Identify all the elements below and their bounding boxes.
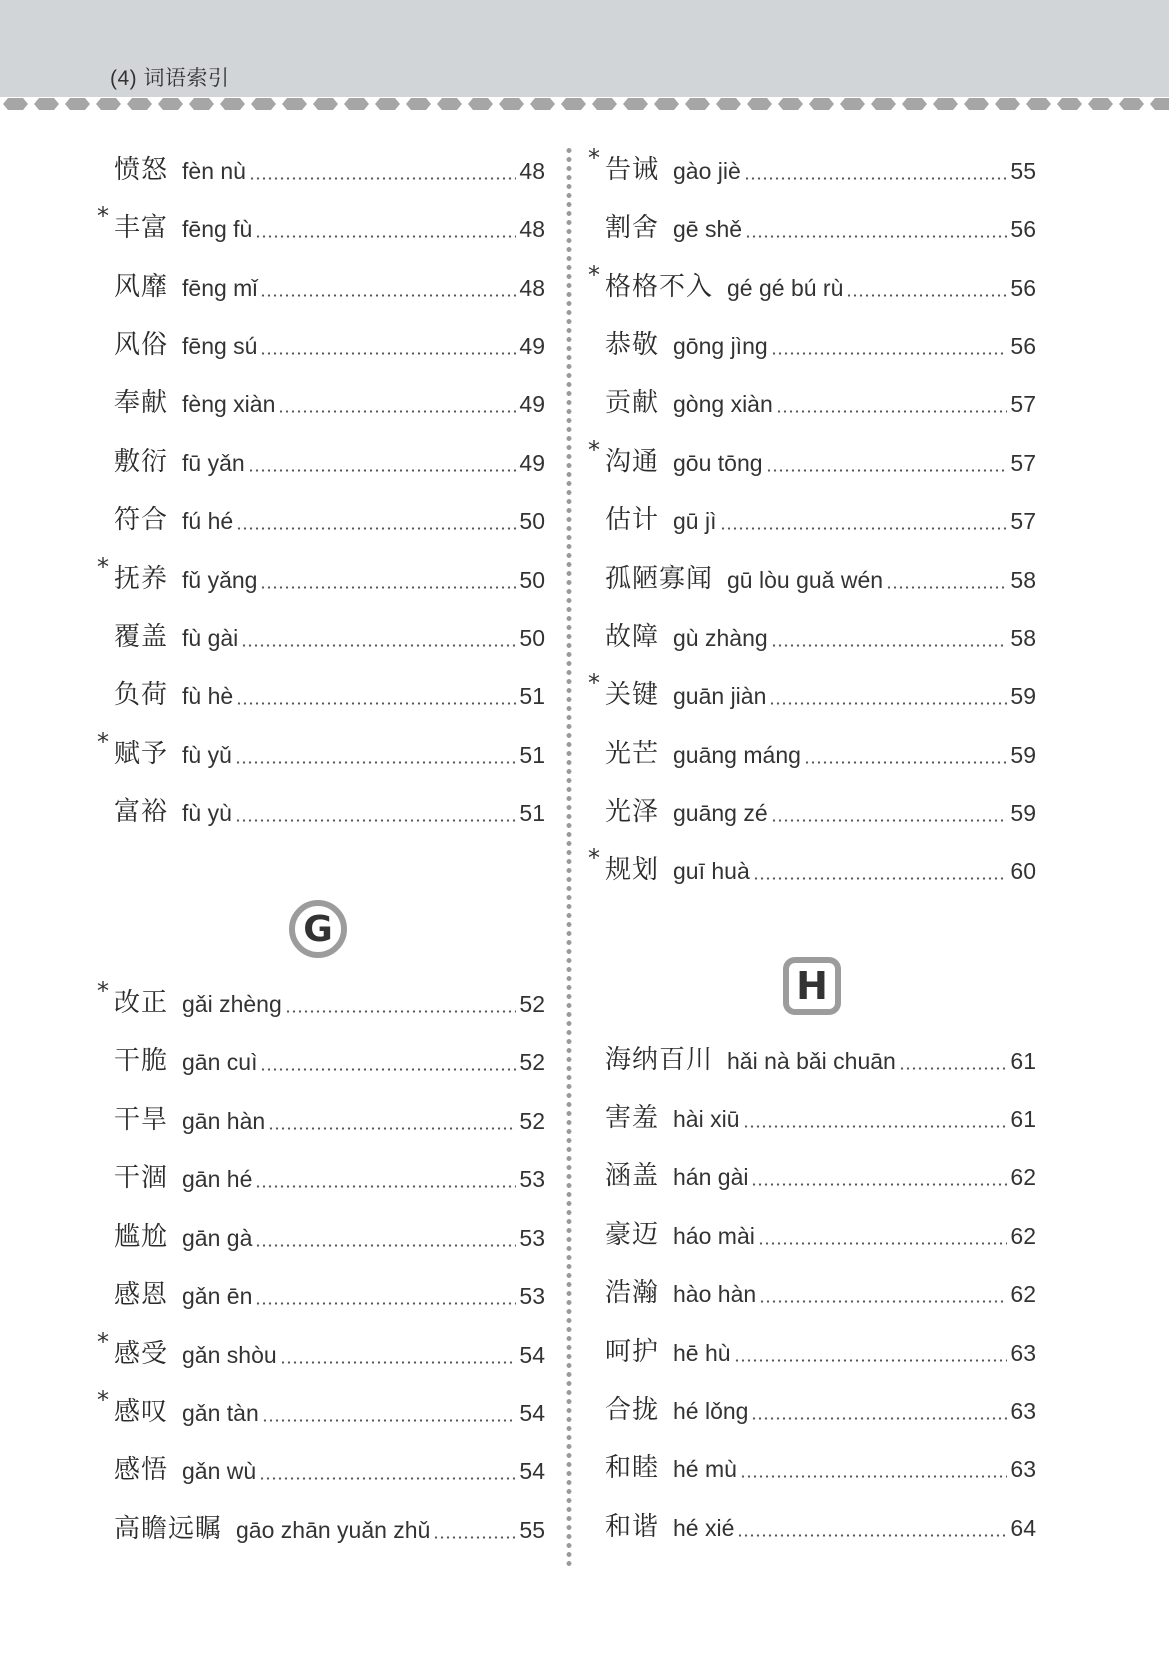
entry-pinyin: gù zhàng — [673, 625, 768, 651]
entry-pinyin: hán gài — [673, 1164, 749, 1190]
dot-leader — [759, 1300, 1007, 1303]
header-band — [0, 0, 1169, 97]
index-entry[interactable] — [588, 261, 1036, 305]
entry-word: 风靡 — [114, 272, 169, 302]
entry-word: 光芒 — [605, 739, 660, 769]
index-entry[interactable] — [588, 1446, 1036, 1486]
entry-page: 53 — [519, 1166, 545, 1192]
dot-leader — [268, 1127, 516, 1130]
entry-page: 62 — [1010, 1223, 1036, 1249]
entry-pinyin: fēng sú — [182, 333, 258, 359]
entry-page: 52 — [519, 991, 545, 1017]
entry-word: 敷衍 — [114, 447, 169, 477]
star-marker: * — [588, 436, 600, 464]
entry-page: 61 — [1010, 1048, 1036, 1074]
index-entry[interactable] — [97, 1448, 545, 1488]
index-entry[interactable] — [588, 436, 1036, 480]
entry-word: 涵盖 — [605, 1161, 660, 1191]
index-entry[interactable] — [588, 1330, 1036, 1370]
dot-leader — [249, 177, 516, 180]
entry-word: 呵护 — [605, 1337, 660, 1367]
dot-leader — [846, 294, 1007, 297]
index-entry[interactable] — [588, 844, 1036, 888]
index-entry[interactable] — [588, 498, 1036, 538]
entry-page: 57 — [1010, 450, 1036, 476]
index-entry[interactable] — [97, 1156, 545, 1196]
entry-page: 58 — [1010, 625, 1036, 651]
entry-word: 感叹 — [114, 1397, 169, 1427]
entry-pinyin: fēng mǐ — [182, 275, 258, 301]
entry-pinyin: gào jiè — [673, 158, 741, 184]
entry-pinyin: gān hàn — [182, 1108, 266, 1134]
entry-pinyin: fù yù — [182, 800, 232, 826]
entry-word: 和谐 — [605, 1512, 660, 1542]
index-entry[interactable] — [97, 381, 545, 421]
entry-pinyin: hé mù — [673, 1456, 737, 1482]
dot-leader — [255, 1244, 516, 1247]
index-entry[interactable] — [97, 673, 545, 713]
entry-word: 干涸 — [114, 1163, 169, 1193]
index-entry[interactable] — [97, 498, 545, 538]
entry-page: 61 — [1010, 1106, 1036, 1132]
index-entry[interactable] — [97, 1507, 545, 1547]
column-divider — [566, 146, 572, 1566]
entry-word: 干脆 — [114, 1046, 169, 1076]
index-entry[interactable] — [588, 1038, 1036, 1078]
entry-page: 62 — [1010, 1164, 1036, 1190]
dot-leader — [737, 1534, 1007, 1537]
entry-pinyin: gòng xiàn — [673, 391, 773, 417]
entry-word: 光泽 — [605, 797, 660, 827]
index-entry[interactable] — [588, 323, 1036, 363]
entry-pinyin: gǎn tàn — [182, 1400, 259, 1426]
index-entry[interactable] — [588, 1154, 1036, 1194]
entry-pinyin: gōng jìng — [673, 333, 768, 359]
entry-word: 割舍 — [605, 213, 660, 243]
entry-page: 57 — [1010, 508, 1036, 534]
index-entry[interactable] — [97, 790, 545, 830]
entry-page: 56 — [1010, 333, 1036, 359]
entry-page: 54 — [519, 1458, 545, 1484]
dot-leader — [235, 819, 517, 822]
index-entry[interactable] — [588, 615, 1036, 655]
star-marker: * — [588, 261, 600, 289]
dot-leader — [433, 1536, 516, 1539]
dot-leader — [745, 235, 1007, 238]
dot-leader — [255, 235, 516, 238]
entry-word: 丰富 — [114, 213, 169, 243]
entry-word: 负荷 — [114, 680, 169, 710]
dot-leader — [278, 410, 516, 413]
entry-word: 故障 — [605, 622, 660, 652]
entry-word: 浩瀚 — [605, 1278, 660, 1308]
entry-page: 57 — [1010, 391, 1036, 417]
dot-leader — [751, 1183, 1007, 1186]
entry-page: 48 — [519, 158, 545, 184]
entry-pinyin: fēng fù — [182, 216, 253, 242]
dot-leader — [259, 1477, 516, 1480]
entry-word: 覆盖 — [114, 622, 169, 652]
dot-leader — [236, 702, 516, 705]
index-entry[interactable] — [97, 265, 545, 305]
entry-word: 风俗 — [114, 330, 169, 360]
entry-page: 56 — [1010, 216, 1036, 242]
dot-leader — [235, 761, 517, 764]
index-entry[interactable] — [97, 1273, 545, 1313]
dot-leader — [751, 1417, 1007, 1420]
entry-page: 59 — [1010, 683, 1036, 709]
star-marker: * — [588, 844, 600, 872]
index-entry[interactable] — [588, 1213, 1036, 1253]
dot-leader — [260, 352, 516, 355]
entry-word: 海纳百川 — [605, 1045, 714, 1075]
dot-leader — [766, 469, 1008, 472]
entry-word: 和睦 — [605, 1453, 660, 1483]
star-marker: * — [97, 977, 109, 1005]
entry-page: 53 — [519, 1225, 545, 1251]
entry-page: 60 — [1010, 858, 1036, 884]
dot-leader — [753, 877, 1008, 880]
index-entry[interactable] — [97, 323, 545, 363]
star-marker: * — [588, 144, 600, 172]
index-entry[interactable] — [588, 669, 1036, 713]
entry-word: 改正 — [114, 988, 169, 1018]
entry-pinyin: gǎn wù — [182, 1458, 257, 1484]
dot-leader — [776, 410, 1008, 413]
dot-leader — [255, 1302, 516, 1305]
entry-pinyin: gāo zhān yuǎn zhǔ — [236, 1517, 431, 1543]
section-letter-h-badge: H — [783, 957, 841, 1015]
entry-word: 估计 — [605, 505, 660, 535]
entry-word: 赋予 — [114, 739, 169, 769]
entry-page: 50 — [519, 508, 545, 534]
index-entry[interactable] — [588, 1505, 1036, 1545]
entry-page: 48 — [519, 275, 545, 301]
entry-page: 49 — [519, 333, 545, 359]
star-marker: * — [97, 553, 109, 581]
entry-pinyin: guī huà — [673, 858, 750, 884]
entry-page: 51 — [519, 742, 545, 768]
dot-leader — [255, 1185, 516, 1188]
index-entry[interactable] — [588, 1271, 1036, 1311]
entry-pinyin: gǎn ēn — [182, 1283, 253, 1309]
entry-word: 奉献 — [114, 388, 169, 418]
entry-page: 56 — [1010, 275, 1036, 301]
star-marker: * — [97, 1386, 109, 1414]
entry-pinyin: guāng zé — [673, 800, 768, 826]
dot-leader — [260, 586, 516, 589]
index-entry[interactable] — [97, 1386, 545, 1430]
dot-leader — [769, 702, 1007, 705]
index-entry[interactable] — [97, 148, 545, 188]
star-marker: * — [97, 1328, 109, 1356]
entry-pinyin: hài xiū — [673, 1106, 740, 1132]
dot-leader — [262, 1419, 517, 1422]
star-marker: * — [97, 728, 109, 756]
entry-pinyin: gū jì — [673, 508, 717, 534]
entry-pinyin: fù hè — [182, 683, 234, 709]
entry-pinyin: gōu tōng — [673, 450, 763, 476]
entry-word: 符合 — [114, 505, 169, 535]
entry-page: 63 — [1010, 1456, 1036, 1482]
entry-word: 高瞻远瞩 — [114, 1514, 223, 1544]
index-entry[interactable] — [588, 206, 1036, 246]
entry-page: 54 — [519, 1400, 545, 1426]
entry-word: 尴尬 — [114, 1222, 169, 1252]
entry-word: 关键 — [605, 680, 660, 710]
entry-pinyin: fǔ yǎng — [182, 567, 258, 593]
entry-page: 53 — [519, 1283, 545, 1309]
entry-word: 害羞 — [605, 1103, 660, 1133]
entry-page: 62 — [1010, 1281, 1036, 1307]
index-entry[interactable] — [97, 728, 545, 772]
dot-leader — [734, 1359, 1008, 1362]
entry-word: 格格不入 — [605, 272, 714, 302]
entry-page: 58 — [1010, 567, 1036, 593]
dot-leader — [758, 1242, 1008, 1245]
index-entry[interactable] — [97, 440, 545, 480]
entry-pinyin: gū lòu guǎ wén — [727, 567, 884, 593]
entry-pinyin: hǎi nà bǎi chuān — [727, 1048, 896, 1074]
entry-word: 感悟 — [114, 1455, 169, 1485]
entry-word: 合拢 — [605, 1395, 660, 1425]
entry-page: 49 — [519, 391, 545, 417]
entry-pinyin: gé gé bú rù — [727, 275, 844, 301]
entry-pinyin: gān gà — [182, 1225, 253, 1251]
entry-word: 告诫 — [605, 155, 660, 185]
dot-leader — [285, 1010, 517, 1013]
entry-pinyin: háo mài — [673, 1223, 755, 1249]
entry-pinyin: fù gài — [182, 625, 239, 651]
entry-page: 55 — [519, 1517, 545, 1543]
dot-leader — [771, 644, 1008, 647]
index-entry[interactable] — [588, 732, 1036, 772]
index-entry[interactable] — [97, 977, 545, 1021]
entry-word: 愤怒 — [114, 155, 169, 185]
entry-page: 63 — [1010, 1398, 1036, 1424]
star-marker: * — [588, 669, 600, 697]
index-entry[interactable] — [588, 381, 1036, 421]
entry-pinyin: hé xié — [673, 1515, 735, 1541]
entry-pinyin: fù yǔ — [182, 742, 232, 768]
decorative-border — [0, 97, 1169, 111]
entry-page: 54 — [519, 1342, 545, 1368]
index-entry[interactable] — [97, 1039, 545, 1079]
index-entry[interactable] — [588, 790, 1036, 830]
entry-pinyin: guān jiàn — [673, 683, 767, 709]
entry-pinyin: gǎn shòu — [182, 1342, 277, 1368]
dot-leader — [899, 1067, 1008, 1070]
entry-page: 55 — [1010, 158, 1036, 184]
dot-leader — [804, 761, 1008, 764]
index-entry[interactable] — [97, 615, 545, 655]
entry-pinyin: fèng xiàn — [182, 391, 276, 417]
entry-word: 规划 — [605, 855, 660, 885]
index-entry[interactable] — [97, 1328, 545, 1372]
entry-page: 51 — [519, 800, 545, 826]
entry-word: 富裕 — [114, 797, 169, 827]
entry-page: 49 — [519, 450, 545, 476]
dot-leader — [771, 352, 1008, 355]
entry-pinyin: fū yǎn — [182, 450, 245, 476]
entry-page: 52 — [519, 1049, 545, 1075]
index-entry[interactable] — [97, 1215, 545, 1255]
entry-page: 50 — [519, 567, 545, 593]
entry-page: 50 — [519, 625, 545, 651]
entry-page: 59 — [1010, 742, 1036, 768]
star-marker: * — [97, 202, 109, 230]
entry-pinyin: hào hàn — [673, 1281, 757, 1307]
entry-pinyin: fú hé — [182, 508, 234, 534]
index-entry[interactable] — [97, 1098, 545, 1138]
dot-leader — [743, 1125, 1008, 1128]
entry-page: 52 — [519, 1108, 545, 1134]
entry-pinyin: gān cuì — [182, 1049, 258, 1075]
dot-leader — [248, 469, 517, 472]
dot-leader — [740, 1475, 1007, 1478]
entry-word: 沟通 — [605, 447, 660, 477]
entry-pinyin: hē hù — [673, 1340, 731, 1366]
dot-leader — [236, 527, 516, 530]
entry-page: 59 — [1010, 800, 1036, 826]
dot-leader — [771, 819, 1008, 822]
entry-word: 孤陋寡闻 — [605, 564, 714, 594]
dot-leader — [280, 1361, 517, 1364]
entry-word: 感受 — [114, 1339, 169, 1369]
entry-pinyin: hé lǒng — [673, 1398, 749, 1424]
entry-pinyin: guāng máng — [673, 742, 801, 768]
entry-page: 51 — [519, 683, 545, 709]
entry-pinyin: fèn nù — [182, 158, 246, 184]
dot-leader — [886, 586, 1007, 589]
entry-page: 48 — [519, 216, 545, 242]
entry-pinyin: gē shě — [673, 216, 743, 242]
index-entry[interactable] — [588, 144, 1036, 188]
entry-word: 豪迈 — [605, 1220, 660, 1250]
dot-leader — [260, 294, 516, 297]
entry-pinyin: gān hé — [182, 1166, 253, 1192]
entry-word: 感恩 — [114, 1280, 169, 1310]
section-letter-g-badge: G — [289, 900, 347, 958]
entry-word: 抚养 — [114, 564, 169, 594]
entry-page: 64 — [1010, 1515, 1036, 1541]
index-entry[interactable] — [588, 557, 1036, 597]
dot-leader — [720, 527, 1008, 530]
dot-leader — [260, 1068, 516, 1071]
index-entry[interactable] — [588, 1096, 1036, 1136]
entry-page: 63 — [1010, 1340, 1036, 1366]
index-entry[interactable] — [97, 202, 545, 246]
page-title: (4) 词语索引 — [110, 67, 230, 90]
entry-pinyin: gǎi zhèng — [182, 991, 282, 1017]
dot-leader — [241, 644, 516, 647]
entry-word: 干旱 — [114, 1105, 169, 1135]
entry-word: 贡献 — [605, 388, 660, 418]
dot-leader — [744, 177, 1008, 180]
entry-word: 恭敬 — [605, 330, 660, 360]
index-entry[interactable] — [588, 1388, 1036, 1428]
index-entry[interactable] — [97, 553, 545, 597]
